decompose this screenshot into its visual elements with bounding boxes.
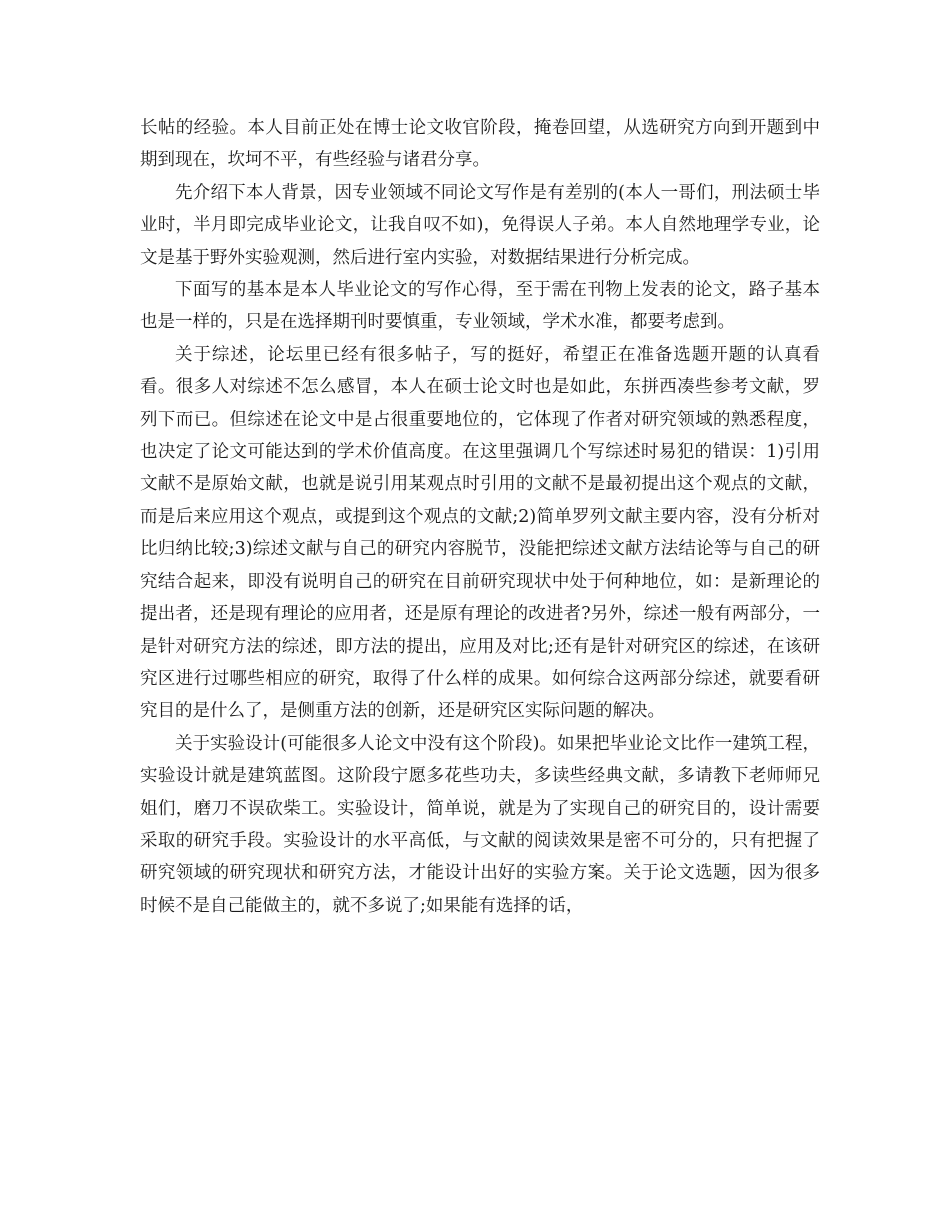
paragraph-background: 先介绍下本人背景，因专业领域不同论文写作是有差别的(本人一哥们，刑法硕士毕业时，半月即完成毕业论文，让我自叹不如)，免得误人子弟。本人自然地理学专业，论文是基于野外实验观测，然后进行室内实验，对数据结果进行分析完成。 bbox=[140, 182, 820, 268]
paragraph-experiment-design: 关于实验设计(可能很多人论文中没有这个阶段)。如果把毕业论文比作一建筑工程，实验设计就是建筑蓝图。这阶段宁愿多花些功夫，多读些经典文献，多请教下老师师兄姐们，磨刀不误砍柴工。实验设计，简单说，就是为了实现自己的研究目的，设计需要采取的研究手段。实验设计的水平高低，与文献的阅读效果是密不可分的，只有把握了研究领域的研究现状和研究方法，才能设计出好的实验方案。关于论文选题，因为很多时候不是自己能做主的，就不多说了;如果能有选择的话， bbox=[140, 733, 820, 916]
paragraph-writing-notes: 下面写的基本是本人毕业论文的写作心得，至于需在刊物上发表的论文，路子基本也是一样的，只是在选择期刊时要慎重，专业领域，学术水准，都要考虑到。 bbox=[140, 280, 820, 333]
paragraph-intro-continued: 长帖的经验。本人目前正处在博士论文收官阶段，掩卷回望，从选研究方向到开题到中期到现在，坎坷不平，有些经验与诸君分享。 bbox=[140, 118, 820, 171]
document-body bbox=[140, 112, 820, 922]
paragraph-literature-review: 关于综述，论坛里已经有很多帖子，写的挺好，希望正在准备选题开题的认真看看。很多人对综述不怎么感冒，本人在硕士论文时也是如此，东拼西凑些参考文献，罗列下而已。但综述在论文中是占很重要地位的，它体现了作者对研究领域的熟悉程度，也决定了论文可能达到的学术价值高度。在这里强调几个写综述时易犯的错误：1)引用文献不是原始文献，也就是说引用某观点时引用的文献不是最初提出这个观点的文献，而是后来应用这个观点，或提到这个观点的文献;2)简单罗列文献主要内容，没有分析对比归纳比较;3)综述文献与自己的研究内容脱节，没能把综述文献方法结论等与自己的研究结合起来，即没有说明自己的研究在目前研究现状中处于何种地位，如：是新理论的提出者，还是现有理论的应用者，还是原有理论的改进者?另外，综述一般有两部分，一是针对研究方法的综述，即方法的提出，应用及对比;还有是针对研究区的综述，在该研究区进行过哪些相应的研究，取得了什么样的成果。如何综合这两部分综述，就要看研究目的是什么了，是侧重方法的创新，还是研究区实际问题的解决。 bbox=[140, 344, 820, 722]
